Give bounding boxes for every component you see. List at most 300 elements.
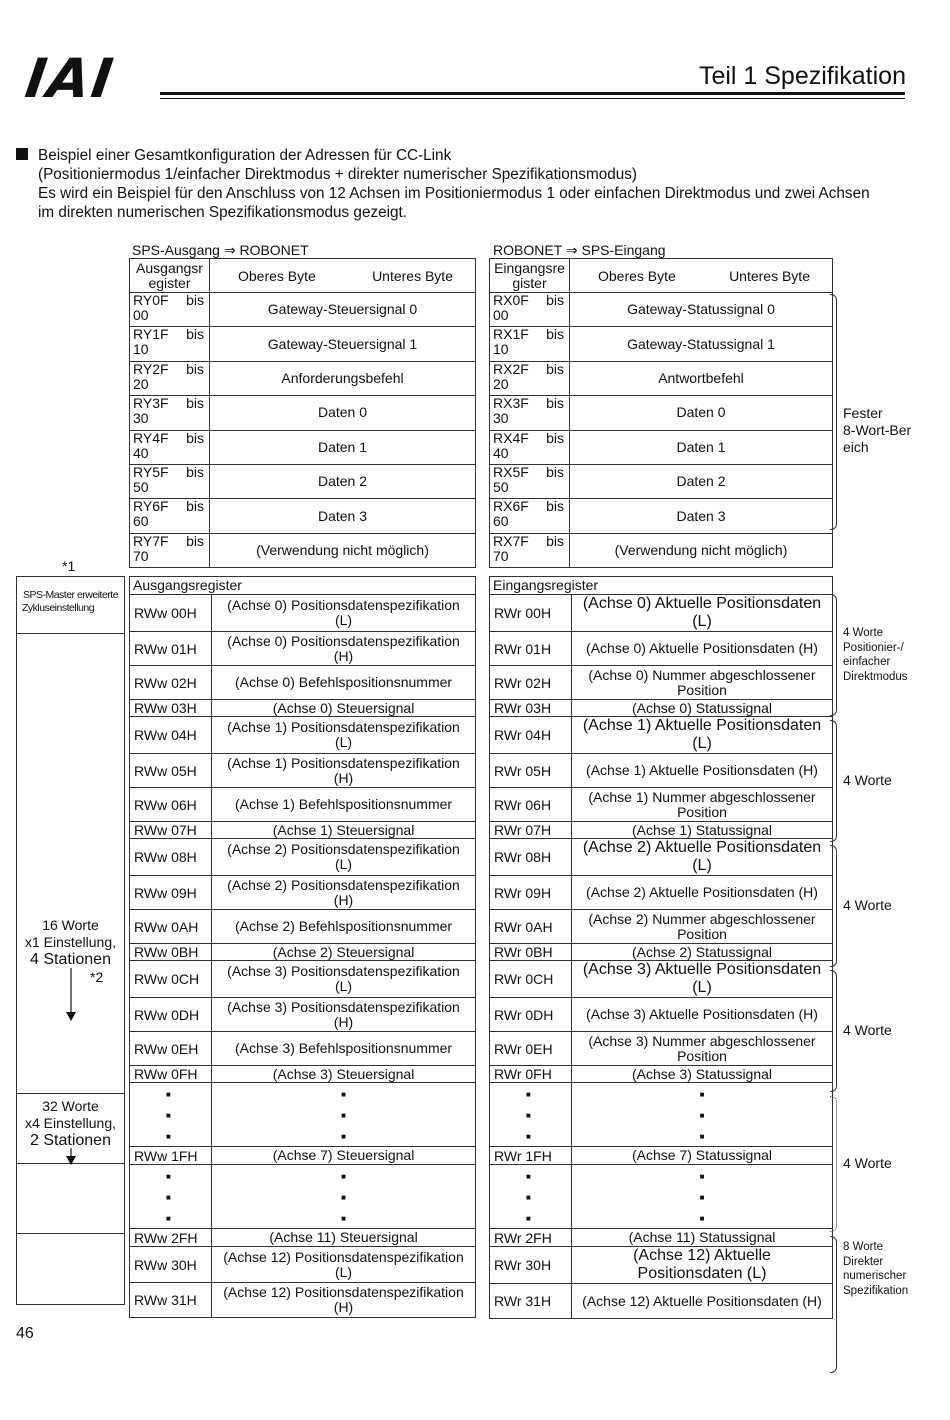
- content-line1: (Achse 11) Steuersignal: [269, 1229, 418, 1245]
- content-line1: (Achse 2) Befehlspositionsnummer: [234, 918, 453, 934]
- register-content-cell: [572, 876, 833, 910]
- register-row: [130, 754, 476, 788]
- header-rule: [160, 92, 905, 95]
- reg-header-line2: gister: [512, 274, 547, 291]
- page-title: Teil 1 Spezifikation: [698, 62, 906, 90]
- words-label-axis1: 4 Worte: [843, 772, 892, 788]
- register-content-cell: [572, 1229, 833, 1247]
- register-row: [490, 1066, 833, 1083]
- register-address-cell: RWr 00H: [490, 595, 572, 632]
- ellipsis-dots-icon: ■ ■ ■: [490, 1083, 572, 1147]
- words-label-ellipsis: 4 Worte: [843, 1155, 892, 1171]
- group-brace-axis0: [830, 594, 837, 716]
- content-line1: (Achse 3) Aktuelle Positionsdaten: [582, 961, 822, 978]
- register-row: [490, 632, 833, 666]
- register-row: [130, 700, 476, 717]
- fixed-line2: 8-Wort-Ber: [843, 422, 912, 438]
- register-row: [490, 944, 833, 961]
- ellipsis-dots-icon: ■ ■ ■: [212, 1083, 476, 1147]
- words-label-axis3: 4 Worte: [843, 1022, 892, 1038]
- ellipsis-dots-icon: ■ ■ ■: [212, 1165, 476, 1229]
- bis-label: bis: [546, 292, 564, 308]
- content-line1: (Achse 0) Steuersignal: [272, 699, 415, 716]
- bit-signal-cell: Daten 1: [210, 430, 476, 464]
- ellipsis-row: [130, 1083, 476, 1147]
- register-content-cell: [212, 961, 476, 998]
- bit-address-high: RY7F: [133, 533, 169, 549]
- register-content-cell: [572, 700, 833, 717]
- bis-label: bis: [546, 430, 564, 446]
- bit-signal-cell: Daten 0: [570, 396, 833, 430]
- register-content-cell: [572, 1066, 833, 1083]
- right-direction-label: ROBONET ⇒ SPS-Eingang: [493, 242, 666, 258]
- register-content-cell: [572, 754, 833, 788]
- content-line2: Position: [677, 925, 727, 942]
- fixed-range-brace: [830, 294, 837, 530]
- bit-address-cell: [490, 293, 570, 327]
- bit-address-low: 20: [133, 375, 149, 392]
- register-address-cell: RWr 04H: [490, 717, 572, 754]
- content-line1: (Achse 1) Statussignal: [631, 821, 773, 838]
- panel-divider: [16, 633, 125, 634]
- bit-address-cell: [130, 396, 210, 430]
- content-line1: (Achse 0) Nummer abgeschlossener: [588, 666, 816, 683]
- content-line1: (Achse 3) Positionsdatenspezifikation: [227, 998, 460, 1015]
- register-row: [130, 632, 476, 666]
- bit-row: [130, 430, 476, 464]
- s16-line1: 16 Worte: [42, 917, 99, 933]
- reg-header-cell: [490, 259, 570, 293]
- register-caption: Eingangsregister: [490, 577, 833, 595]
- upper-byte-label: Oberes Byte: [238, 267, 316, 284]
- ellipsis-dots-icon: ■ ■ ■: [572, 1083, 833, 1147]
- register-content-cell: [212, 1247, 476, 1283]
- group-brace-axis3: [830, 970, 837, 1092]
- content-line2: (L): [334, 1263, 353, 1280]
- register-caption: Ausgangsregister: [130, 577, 476, 595]
- content-line1: (Achse 1) Aktuelle Positionsdaten: [582, 717, 822, 734]
- register-content-cell: [212, 700, 476, 717]
- content-line2: (L): [334, 978, 353, 994]
- upper-byte-label: Oberes Byte: [598, 267, 676, 284]
- register-content-cell: [212, 910, 476, 944]
- bit-address-high: RX3F: [493, 395, 529, 412]
- register-row: [130, 788, 476, 822]
- register-content-cell: [572, 944, 833, 961]
- register-content-cell: [212, 822, 476, 839]
- register-row: [490, 998, 833, 1032]
- content-line1: (Achse 2) Statussignal: [631, 943, 773, 960]
- s32-line3: 2 Stationen: [30, 1132, 111, 1149]
- bit-address-cell: [490, 361, 570, 395]
- register-row: [130, 595, 476, 632]
- bit-address-cell: [130, 430, 210, 464]
- mode-label-axis0: [843, 626, 908, 684]
- register-row: [130, 1147, 476, 1165]
- bit-address-low: 00: [133, 307, 149, 323]
- master-line2: Zykluseinstellung: [22, 602, 95, 614]
- bit-address-cell: [130, 361, 210, 395]
- register-row: [490, 822, 833, 839]
- num8-line2: Direkter: [843, 1255, 884, 1268]
- content-line1: (Achse 2) Aktuelle Positionsdaten: [582, 839, 822, 856]
- register-address-cell: RWr 0DH: [490, 998, 572, 1032]
- register-address-cell: RWw 01H: [130, 632, 212, 666]
- register-address-cell: RWr 03H: [490, 700, 572, 717]
- output-register-table: [129, 576, 476, 1318]
- register-address-cell: RWr 06H: [490, 788, 572, 822]
- bis-label: bis: [546, 464, 564, 480]
- register-row: [490, 788, 833, 822]
- ellipsis-row: [490, 1165, 833, 1229]
- content-line1: (Achse 2) Steuersignal: [272, 943, 415, 960]
- pos4-line3: einfacher: [843, 656, 891, 668]
- register-row: [130, 961, 476, 998]
- register-row: [130, 910, 476, 944]
- bit-address-high: RX0F: [493, 292, 529, 308]
- bis-label: bis: [546, 361, 564, 377]
- intro-text: [16, 146, 936, 222]
- ellipsis-row: [130, 1165, 476, 1229]
- register-content-cell: [212, 632, 476, 666]
- reg-header-line1: Eingangsre: [494, 259, 565, 276]
- register-address-cell: RWr 07H: [490, 822, 572, 839]
- s16-line2: x1 Einstellung,: [24, 934, 117, 950]
- register-content-cell: [212, 754, 476, 788]
- content-line1: (Achse 12) Positionsdatenspezifikation: [223, 1284, 464, 1300]
- register-row: [490, 876, 833, 910]
- content-line1: (Achse 0) Befehlspositionsnummer: [234, 674, 453, 690]
- content-line2: (L): [692, 857, 712, 874]
- bit-address-low: 40: [493, 444, 509, 461]
- bit-address-low: 60: [493, 513, 509, 530]
- register-row: [130, 876, 476, 910]
- bit-address-low: 60: [133, 513, 149, 530]
- bit-address-cell: [130, 293, 210, 327]
- register-address-cell: RWr 01H: [490, 632, 572, 666]
- bit-address-high: RX4F: [493, 430, 529, 446]
- bit-row: [130, 464, 476, 498]
- register-row: [490, 1247, 833, 1284]
- bit-signal-cell: Daten 3: [210, 499, 476, 533]
- bis-label: bis: [546, 395, 564, 412]
- bit-row: [130, 396, 476, 430]
- bit-row: [490, 361, 833, 395]
- content-line1: (Achse 0) Positionsdatenspezifikation: [227, 597, 460, 613]
- bit-signal-cell: (Verwendung nicht möglich): [210, 533, 476, 567]
- register-row: [130, 839, 476, 876]
- bis-label: bis: [186, 430, 204, 446]
- register-row: [130, 1066, 476, 1083]
- content-line1: (Achse 1) Aktuelle Positionsdaten (H): [586, 762, 818, 778]
- bit-signal-cell: Daten 2: [570, 464, 833, 498]
- content-line1: (Achse 2) Positionsdatenspezifikation: [227, 841, 460, 857]
- register-address-cell: RWr 0FH: [490, 1066, 572, 1083]
- register-content-cell: [572, 632, 833, 666]
- bit-address-cell: [490, 396, 570, 430]
- bit-address-cell: [490, 464, 570, 498]
- ellipsis-dots-icon: ■ ■ ■: [130, 1165, 212, 1229]
- s16-line3: 4 Stationen: [30, 951, 111, 968]
- content-line2: Position: [677, 803, 727, 820]
- bit-signal-cell: (Verwendung nicht möglich): [570, 533, 833, 567]
- register-row: [490, 1032, 833, 1066]
- register-address-cell: RWr 02H: [490, 666, 572, 700]
- lower-byte-label: Unteres Byte: [372, 267, 453, 284]
- register-address-cell: RWw 06H: [130, 788, 212, 822]
- setting-16-words: [16, 917, 125, 968]
- register-address-cell: RWr 0AH: [490, 910, 572, 944]
- register-content-cell: [572, 1032, 833, 1066]
- bit-address-low: 70: [133, 547, 149, 564]
- intro-description: Es wird ein Beispiel für den Anschluss von 12 Achsen im Positioniermodus 1 oder einfachen Direktmodus und zwei Achsen: [38, 185, 870, 202]
- register-address-cell: RWw 08H: [130, 839, 212, 876]
- register-address-cell: RWw 07H: [130, 822, 212, 839]
- content-line1: (Achse 2) Positionsdatenspezifikation: [227, 876, 460, 893]
- bit-address-high: RY5F: [133, 464, 169, 480]
- content-line1: (Achse 3) Aktuelle Positionsdaten (H): [586, 1006, 818, 1022]
- bit-row: [130, 361, 476, 395]
- bit-address-low: 30: [133, 410, 149, 427]
- register-address-cell: RWw 0BH: [130, 944, 212, 961]
- bit-address-high: RY4F: [133, 430, 169, 446]
- ellipsis-dots-icon: ■ ■ ■: [490, 1165, 572, 1229]
- register-content-cell: [572, 839, 833, 876]
- register-row: [130, 822, 476, 839]
- register-row: [130, 1032, 476, 1066]
- content-line1: (Achse 1) Positionsdatenspezifikation: [227, 754, 460, 771]
- register-row: [490, 666, 833, 700]
- register-address-cell: RWw 0DH: [130, 998, 212, 1032]
- content-line1: (Achse 1) Nummer abgeschlossener: [588, 788, 816, 805]
- bit-address-high: RX2F: [493, 361, 529, 377]
- content-line2: (H): [333, 1013, 354, 1030]
- register-content-cell: [212, 1283, 476, 1318]
- register-address-cell: RWw 0FH: [130, 1066, 212, 1083]
- byte-header-cell: [210, 259, 476, 293]
- register-content-cell: [212, 998, 476, 1032]
- reg-header-line2: egister: [148, 274, 191, 291]
- register-content-cell: [212, 839, 476, 876]
- register-content-cell: [572, 910, 833, 944]
- fixed-line3: eich: [843, 439, 869, 455]
- bit-signal-cell: Daten 3: [570, 499, 833, 533]
- register-row: [490, 839, 833, 876]
- num8-line1: 8 Worte: [843, 1241, 884, 1253]
- register-content-cell: [572, 822, 833, 839]
- bit-row: [490, 533, 833, 567]
- header-rule-thin: [160, 98, 905, 99]
- register-content-cell: [212, 717, 476, 754]
- bit-address-cell: [490, 499, 570, 533]
- register-address-cell: RWr 09H: [490, 876, 572, 910]
- register-row: [490, 910, 833, 944]
- bit-address-high: RY1F: [133, 326, 169, 343]
- bit-address-high: RX6F: [493, 498, 529, 515]
- content-line1: (Achse 1) Steuersignal: [272, 821, 415, 838]
- bit-signal-cell: Antwortbefehl: [570, 361, 833, 395]
- content-line1: (Achse 3) Nummer abgeschlossener: [588, 1032, 816, 1049]
- bit-row: [490, 327, 833, 361]
- register-address-cell: RWr 05H: [490, 754, 572, 788]
- bit-signal-cell: Daten 0: [210, 396, 476, 430]
- bit-signal-cell: Daten 1: [570, 430, 833, 464]
- register-content-cell: [212, 944, 476, 961]
- bis-label: bis: [186, 361, 204, 377]
- bit-address-cell: [130, 533, 210, 567]
- register-content-cell: [212, 1032, 476, 1066]
- ellipsis-row: [490, 1083, 833, 1147]
- bit-signal-cell: Gateway-Steuersignal 1: [210, 327, 476, 361]
- register-content-cell: [212, 595, 476, 632]
- register-row: [130, 944, 476, 961]
- fixed-line1: Fester: [843, 405, 883, 421]
- content-line1: (Achse 3) Positionsdatenspezifikation: [227, 963, 460, 979]
- register-address-cell: RWr 2FH: [490, 1229, 572, 1247]
- bit-address-cell: [130, 327, 210, 361]
- register-address-cell: RWr 31H: [490, 1284, 572, 1319]
- register-content-cell: [572, 595, 833, 632]
- bit-address-cell: [130, 499, 210, 533]
- bis-label: bis: [186, 326, 204, 343]
- register-content-cell: [572, 1147, 833, 1165]
- bit-address-low: 50: [133, 478, 149, 495]
- bis-label: bis: [546, 498, 564, 515]
- group-brace-axis2: [830, 845, 837, 967]
- iai-logo: IAI: [21, 47, 119, 110]
- register-row: [130, 1283, 476, 1318]
- register-address-cell: RWw 0EH: [130, 1032, 212, 1066]
- num8-line4: Spezifikation: [843, 1284, 909, 1297]
- bis-label: bis: [186, 533, 204, 549]
- bit-signal-cell: Daten 2: [210, 464, 476, 498]
- note-2: *2: [90, 969, 104, 985]
- bit-row: [490, 293, 833, 327]
- content-line2: (L): [692, 735, 712, 752]
- bis-label: bis: [546, 533, 564, 549]
- bit-address-high: RX1F: [493, 326, 529, 343]
- bit-address-cell: [490, 430, 570, 464]
- num8-line3: numerischer: [843, 1270, 907, 1282]
- content-line2: (L): [692, 613, 712, 630]
- register-content-cell: [572, 961, 833, 998]
- input-bit-table: [489, 258, 833, 568]
- register-address-cell: RWw 03H: [130, 700, 212, 717]
- register-address-cell: RWr 0CH: [490, 961, 572, 998]
- note-1: *1: [62, 558, 76, 574]
- bis-label: bis: [186, 498, 204, 515]
- pos4-line2: Positionier-/: [843, 641, 904, 654]
- register-content-cell: [572, 717, 833, 754]
- register-content-cell: [212, 1066, 476, 1083]
- arrow-down-icon: [64, 968, 78, 1022]
- bit-row: [130, 293, 476, 327]
- bit-address-high: RX7F: [493, 533, 529, 549]
- bis-label: bis: [186, 464, 204, 480]
- register-address-cell: RWw 0AH: [130, 910, 212, 944]
- bit-signal-cell: Gateway-Statussignal 0: [570, 293, 833, 327]
- bit-address-low: 10: [133, 341, 149, 358]
- content-line1: (Achse 12) Aktuelle Positionsdaten (H): [582, 1292, 822, 1309]
- content-line1: (Achse 3) Steuersignal: [272, 1065, 415, 1082]
- register-row: [130, 1247, 476, 1283]
- register-row: [130, 666, 476, 700]
- bit-address-high: RX5F: [493, 464, 529, 480]
- bit-address-low: 20: [493, 375, 509, 392]
- bit-address-low: 50: [493, 478, 509, 495]
- register-content-cell: [572, 788, 833, 822]
- reg-header-cell: [130, 259, 210, 293]
- bit-row: [490, 430, 833, 464]
- register-row: [490, 1147, 833, 1165]
- bit-signal-cell: Gateway-Steuersignal 0: [210, 293, 476, 327]
- register-address-cell: RWw 00H: [130, 595, 212, 632]
- register-address-cell: RWw 2FH: [130, 1229, 212, 1247]
- output-bit-table: [129, 258, 476, 568]
- ellipsis-dots-icon: ■ ■ ■: [130, 1083, 212, 1147]
- lower-byte-label: Unteres Byte: [729, 267, 810, 284]
- s32-line1: 32 Worte: [42, 1098, 99, 1114]
- register-content-cell: [572, 666, 833, 700]
- group-brace-ellipsis: [830, 1096, 837, 1232]
- register-address-cell: RWr 0BH: [490, 944, 572, 961]
- content-line1: (Achse 0) Aktuelle Positionsdaten (H): [586, 640, 818, 656]
- ellipsis-dots-icon: ■ ■ ■: [572, 1165, 833, 1229]
- register-content-cell: [212, 876, 476, 910]
- content-line2: Position: [677, 1047, 727, 1064]
- content-line1: (Achse 7) Statussignal: [631, 1147, 773, 1163]
- bit-address-high: RY2F: [133, 361, 169, 377]
- register-row: [490, 1229, 833, 1247]
- content-line2: Position: [677, 681, 727, 698]
- panel-divider: [16, 1233, 125, 1234]
- input-register-table: [489, 576, 833, 1319]
- bit-address-low: 30: [493, 410, 509, 427]
- byte-header-cell: [570, 259, 833, 293]
- register-row: [490, 700, 833, 717]
- register-content-cell: [212, 788, 476, 822]
- bit-row: [490, 396, 833, 430]
- register-address-cell: RWr 30H: [490, 1247, 572, 1284]
- intro-heading: Beispiel einer Gesamtkonfiguration der Adressen für CC-Link: [38, 147, 452, 164]
- register-content-cell: [212, 666, 476, 700]
- bit-row: [130, 533, 476, 567]
- content-line2: (H): [333, 1299, 354, 1315]
- register-content-cell: [212, 1229, 476, 1247]
- bit-signal-cell: Anforderungsbefehl: [210, 361, 476, 395]
- register-row: [130, 998, 476, 1032]
- register-content-cell: [572, 998, 833, 1032]
- content-line1: (Achse 1) Befehlspositionsnummer: [234, 796, 453, 812]
- register-row: [490, 1284, 833, 1319]
- register-address-cell: RWw 02H: [130, 666, 212, 700]
- bit-address-low: 00: [493, 307, 509, 323]
- register-address-cell: RWw 09H: [130, 876, 212, 910]
- bit-address-low: 10: [493, 341, 509, 358]
- content-line2: (L): [334, 734, 353, 750]
- fixed-range-label: [843, 405, 911, 456]
- reg-header-line1: Ausgangsr: [136, 259, 203, 276]
- intro-description-cont: im direkten numerischen Spezifikationsmodus gezeigt.: [38, 204, 408, 221]
- bit-address-cell: [130, 464, 210, 498]
- register-content-cell: [212, 1147, 476, 1165]
- register-row: [490, 754, 833, 788]
- content-line1: (Achse 2) Nummer abgeschlossener: [588, 910, 816, 927]
- bis-label: bis: [186, 395, 204, 412]
- pos4-line4: Direktmodus: [843, 670, 908, 683]
- group-brace-axis1: [830, 720, 837, 842]
- content-line1: (Achse 12) Positionsdatenspezifikation: [223, 1248, 464, 1265]
